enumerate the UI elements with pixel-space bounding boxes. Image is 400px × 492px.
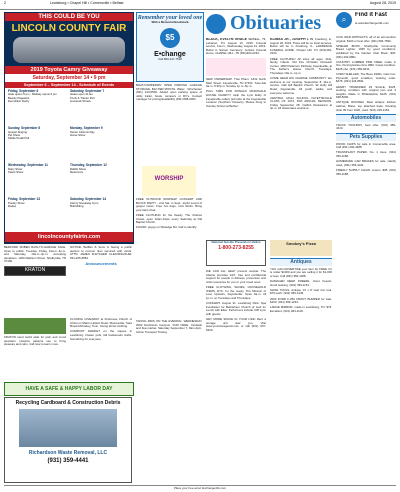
classified-item: CORN SHELLER, The Boss 1900s, Cast iron, Plymouth, good condition, working order. $475. (931) 224-8811. [336,72,396,84]
schedule-event: Senior Citizens Day [70,129,95,134]
memorial-subtitle: With a Memorial Bookmark [151,20,189,24]
schedule-day [69,197,131,231]
classified-item: YOU CAN ADVERTISE your item for FREE if it is under $1000 and you are selling it for $1,000 or less. Call (931) 359-1188. [270,266,332,278]
schedule-event: Bull Riding [70,204,84,209]
schedule-day-title: Monday, September 9 [70,126,103,131]
classified-item: LARGE MIRROR, made in Lewisburg, TN. $75. Excellent. (931) 284-1118. [270,305,332,313]
notices-col-c [70,318,132,378]
page-number: 2 [4,1,6,5]
obit-notice: COME HEAR HIS CHARGE COMMUNITY are welcome to our meeting. September 8. 11a.m. service. Oak Hill Baptist Church. 92 Holly Hill Road, Fayetteville. All youth, adults, and everyone welcome. [270,76,332,95]
find-title: Find it Fast [355,12,387,18]
worship-label: WORSHIP [154,176,184,182]
exchange-phone[interactable]: Call 800-247-7518 [158,56,182,61]
kraton-text: KRATON used world wide for pain and mood elevation. Hospice patients use to bring pleasure and calm. Call now to learn more. [4,335,66,347]
pizza-ad: Smokey's Pizza [270,240,332,256]
richardson-ad [4,397,132,483]
announcements-heading: Announcements [85,260,117,266]
obits-title: Obituaries [230,12,322,34]
schedule-event: Talent Show [8,170,24,175]
schedule-day [69,89,131,126]
notice-item: CLOSING GIVEAWAY at Firehouse Church of Christ on Martin Hollow Road, Mooresville, Sara Brook-Mcloskey, Tenn. Giving all tax clothing. [70,318,132,329]
camry-date: Saturday, September 14 • 9 pm [5,74,133,82]
pets-notice: TAKING RIDS ON THE EVENING, WEDNESDAY 2062 Dutchman Campus. FOR FREE. Yardsale and flea market. Saturday September 7, 8am-2pm. Action Transport Towing. [136,320,202,334]
fair-ad [4,12,134,244]
classified-item: TRANSPLANT PAPER, No. 1 trees. (931) 359-1188. [336,150,396,158]
schedule-day [69,163,131,197]
classified-item: HENRY TROEMNER #3 SCALE, $125, working condition with original pan and 3 weights. Made in Philadelphia. $125. (931) 638-5090. [336,84,396,100]
clothing-notice: FREE CLOTHING for the Needy. The Clothes Closet, open 10am-12pm every Saturday at Old Baptist Church. [136,212,202,225]
schedule-day-title: Thursday, September 12 [70,163,107,168]
schedule-event: Beauty Pageants [8,95,30,100]
schedule-event: Camry Giveaway 9 pm [70,200,99,205]
schedule-day-title: Friday, September 6 [8,89,39,93]
parking-notice [136,84,202,164]
schedule-day [7,197,69,231]
schedule-day [7,126,69,163]
magnifier-icon: ⌕ [336,12,352,28]
find-it-fast [336,12,396,34]
schedule-grid [5,88,133,232]
dumpster-image [19,409,117,447]
lifeline-ad [206,240,266,266]
schedule-event: Truck & Tractor Pull [70,95,95,100]
schedule-event: Kiddie Pedal Pull [8,136,30,141]
obits-col-1 [206,38,266,238]
schedule-day [69,126,131,163]
labor-day-text: HAVE A SAFE & HAPPY LABOR DAY [25,386,113,392]
schedule-event: Rodeo [8,204,17,209]
obits-icon [206,14,226,34]
local-notice: CONCERT. August 31. Lewisburg Park. Spa Fundraiser for Bethlehem Church of God for Lunch with Elise. Performers include Cliff Lynn with guests. [206,300,266,316]
notice-item: NOTICE: Bellflex & Sons is having a public auction to recover tires serviced with cards. ATTN: JAMES FLETCHER CLEANING/FUEL 931-225-5584. [70,246,132,260]
obit-name: BLACK, EVELYN GRACE [206,38,248,41]
obit-text: 99, Freeburg, IL, August 18, 2019. There will be no local services. Burial will be in Freeburg, IL. LAWRENCE FUNERAL HOME, Chapel Hill, TN (931)364-2233. [270,38,332,56]
lifeline-phone[interactable]: 1-800-273-8255 [218,244,254,251]
music-notice: FREE OUTDOOR WORSHIP CONCERT AND BLOCK PARTY - 2nd Sat. in Sept. Joyful sound of gospel music. Free hot dogs, cold drinks. Bring your lawn chair. [136,198,202,212]
middle-notices [136,198,202,316]
classified-item: 2003 FORD F-250 FRONT BUMPER for sale. $100. (931) 359-1234. [270,296,332,305]
schedule-event: Motocross [70,170,83,175]
kraton-ad [4,318,66,378]
obit-notice: NEW OWNERSHIP. Thai Pham. 1812 North Main Street, Fayetteville, TN 37334. Tues-Sat 9a.m.-5:30p.m. Sunday 1p.m.-5p.m. [206,76,266,89]
classified-item: CIVIL WAR ARTIFACTS, all of an ammunition original. $100 or best offer. (931) 684-7690. [336,36,396,43]
found-notice: FOUND: puppy on Rutledge Rd. Call to identify. [136,225,197,230]
schedule-day [7,163,69,197]
richardson-phone[interactable]: (931) 359-4441 [47,458,89,464]
schedule-event: Gates open 10 am [70,92,94,97]
notice-item: BEDFORD RUBEN RAIN-TO-GARAGE SALE. Open to public. Tuesday, Friday, 10a.m.-4p.m. and Saturday, 10a.m.-2p.m. Accepting donations. 1200 Madison Street, Shelbyville, TN 37160. [4,246,66,264]
classified-item: DAMAGED DEEP FREEZE, chest freezer. Good working. (931) 359-1151. [270,278,332,287]
notices-col-b [70,246,132,316]
obit-notice: FREE CLOTHING! All sizes all ages. Kids, family, infants. Old Fire Christian Outreach Center, 1990 Patterson Parkway, Fayetteville, at The Father's House Church. Tuesdays, Thursdays 10a.m.-1p.m. [270,56,332,75]
worship-logo [142,166,196,196]
local-col [206,270,266,480]
schedule-event: Demolition Derby [8,99,30,104]
fair-title: LINCOLN COUNTY FAIR [11,23,127,34]
richardson-name: Richardson Waste Removal, LLC [28,450,108,456]
antiques-heading: Antiques [270,258,332,266]
local-notice: WE CAN ALL HELP prevent suicide. The Lifeline provides 24/7, free and confidential support for people in distress, prevention and crisis resources for you or your loved ones. [206,270,266,284]
classified-item: SHOE TOOLS, Antique 14' x 8' cast iron tool. $75 each. (931) 359-1245. [270,287,332,296]
classified-item: ANTIQUE ROCKER, Real antique kitchen cabinet, Boise, top attached base. Rocking chair #9 from 1920, used. (931) 225-1154. [336,100,396,112]
schedule-event: Dairy Show [8,166,23,171]
schedule-day-title: Friday, September 13 [8,197,41,202]
kraton-ad-header: KRATON [4,266,66,276]
classified-item: HOMEMADE CAR BRAKES for sale. Hardly used. (931) 359-4441. [336,159,396,167]
obit-text: SEWELL, 79, Lebanon, TN. August 16, 2019. Funeral service, 11a.m., Wednesday, August 21, 2019. Burial in Sunset Cemetery. Jenkins Funeral Home. CHAPEL HILL, TN (931)364-2233. [206,38,266,56]
schedule-day-title: Wednesday, September 11 [8,163,48,168]
footer-text: Place your free ad at: Exchange411.com [173,486,226,490]
schedule-day-title: Saturday, September 14 [70,197,107,202]
memorial-price: $5 [160,28,180,48]
fair-url[interactable]: lincolncountyfairtn.com [5,232,133,242]
schedule-event: Rabbit Show [70,166,86,171]
local-col-2 [270,240,332,480]
notice-item: COMPOST MARKET on the square in Lewisburg. Flower pots, fall hardwoods crafts. Something for everyone. [70,329,132,341]
schedule-day-title: Saturday, September 7 [70,89,105,93]
classified-item: COUNTRY LUMBER PIPE FREE, made in Ore. Pennsylvania circa 1890. Great condition. $325 obo. (931) 359-6641. [336,59,396,71]
find-url[interactable]: at www.Exchange411.com [355,21,389,25]
schedule-event: Livestock Shows [70,99,91,104]
merle-ad [206,58,266,76]
pets-heading: Pets Supplies [336,133,396,141]
classified-item: TRUCK TOOLBOX, best offer. (931) 359-4410. [336,122,396,131]
memorial-ad [136,12,204,82]
labor-day-banner [4,382,134,396]
obit-notice: PULL TABS FOR RONALD MCDONALD HOUSE CHARITY. Help the Lynn Eddy of Fayetteville collect pull tabs at the Fayetteville Location (Southern Flowers). Please bring to Sunday School at Bethel. [206,89,266,108]
schedule-day [7,89,69,126]
obit-notice: CENTRAL HIGH SCHOOL FAYETTEVILLE CLASS OF 1974, 45th ANNUAL REUNION. Friday September 28. Catfish Restaurant at 4p.m. All classmates welcome. [270,95,332,111]
kraton-leaf-image [4,318,66,334]
classified-item: WOOD CHIPS for sale in Cornersville area. Call (931) 293-4488. [336,141,396,150]
schedule-event: Gate opens 5 pm - Midway opens 6 pm [8,92,57,97]
autos-heading: Automobiles [336,114,396,122]
car-image [13,37,125,63]
obits-col-2 [270,38,332,238]
page-header [0,0,400,10]
exchange-logo: E•change [154,50,186,58]
parking-text: BOAT/CAMPER/RV OPEN PARKING GARAGE STORAGE, $32 PER MONTH. Water - Winchester (931) 313-6500. Added open parking space of utility trailer, boats, campers or RV's. Contact manager for pricing/availability (931) 808-2002. [136,84,202,102]
schedule-day-title: Sunday, September 8 [8,126,41,131]
middle-notices-b [136,320,202,480]
schedule-event: Gospel Singing [8,129,27,134]
memorial-title: Remember your loved one [137,15,203,21]
page-footer [4,485,396,491]
schedule-title: September 6 – September 14 - Schedule of Events [5,82,133,88]
local-notice: GET MORE SPACE IN YOUR LIFE! Rent a storage unit near you. Visit www.yourstorageunit.com or call (931) 607-6420. [206,316,266,332]
recycle-title: Recycling Cardboard & Construction Debris [15,400,121,406]
issue-date: August 28, 2019 [369,1,396,5]
schedule-event: Pet Show [8,133,20,138]
notices-col-a [4,246,66,316]
classified-item: FIREFLY SUPPLY CHAIN, Lowe's. $95. (931) 359-1188. [336,167,396,176]
fair-top-banner: THIS COULD BE YOU [5,13,133,21]
right-classifieds [336,36,396,480]
section-title: Lewisburg • Chapel Hill • Cornersville • Belfast [50,1,124,5]
schedule-event: Horse Show [70,133,86,138]
schedule-event: Poultry Show [8,200,25,205]
obit-name: KLIMAS JR., JOSEPH I. [270,38,309,41]
classified-item: SPIELER BOOK, Shelbyville Community Bread Lighter, 1935 by good conditions, published by the Garden Club Book. $30. (931) 292-6891. [336,43,396,59]
camry-banner: 2019 Toyota Camry Giveaway [5,66,133,74]
lifeline-title: National Suicide Prevention Lifeline [211,240,261,244]
local-notice: FREE CLOTHING, SHOES, HOUSEHOLD ITEMS, ETC. for the needy. The Mission of Love Upstairs, Fayetteville. Open 9a.m. till 1p.m. on Tuesdays and Thursdays. [206,284,266,300]
